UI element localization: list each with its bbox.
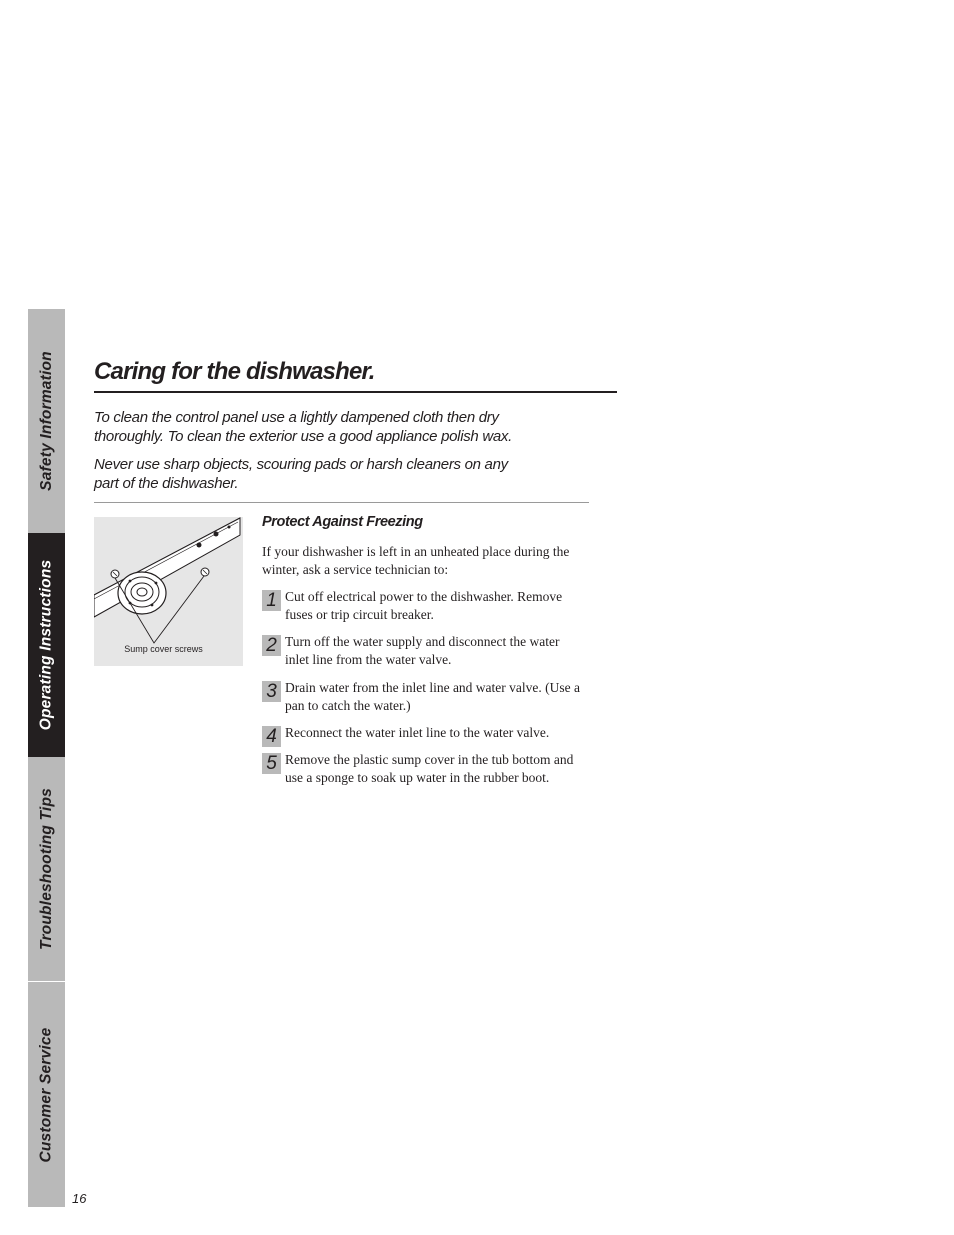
tab-label: Safety Information	[37, 351, 55, 491]
side-tabs	[28, 309, 65, 1207]
step-text: Remove the plastic sump cover in the tub bottom and use a sponge to soak up water in the rubber boot.	[285, 752, 574, 785]
section-heading: Protect Against Freezing	[262, 514, 423, 530]
step-number: 3	[262, 681, 281, 702]
title-rule	[94, 391, 617, 393]
step-text: Reconnect the water inlet line to the water valve.	[285, 725, 550, 740]
tab-label: Troubleshooting Tips	[37, 788, 55, 950]
step-text: Cut off electrical power to the dishwasher. Remove fuses or trip circuit breaker.	[285, 589, 563, 622]
step-text: Turn off the water supply and disconnect the water inlet line from the water valve.	[285, 634, 560, 667]
tab-troubleshooting-tips[interactable]	[28, 757, 65, 981]
section-intro: If your dishwasher is left in an unheated place during the winter, ask a service technician to:	[262, 544, 570, 577]
intro-paragraph: Never use sharp objects, scouring pads or harsh cleaners on any part of the dishwasher.	[94, 456, 508, 492]
step-number: 2	[262, 635, 281, 656]
tab-label: Customer Service	[37, 1026, 55, 1163]
step-number: 5	[262, 753, 281, 774]
tab-operating-instructions[interactable]	[28, 533, 65, 757]
figure-caption: Sump cover screws	[124, 644, 203, 654]
tab-safety-information[interactable]	[28, 309, 65, 533]
page-number: 16	[72, 1191, 87, 1206]
step-number: 4	[262, 726, 281, 747]
sump-cover-figure	[94, 517, 243, 666]
section-divider	[94, 502, 589, 503]
intro-paragraph: To clean the control panel use a lightly dampened cloth then dry thoroughly. To clean the exterior use a good appliance polish wax.	[94, 409, 512, 445]
tab-label: Operating Instructions	[37, 559, 55, 731]
page-title: Caring for the dishwasher.	[94, 358, 375, 385]
tab-customer-service[interactable]	[28, 982, 65, 1207]
tab-divider	[28, 981, 65, 982]
step-text: Drain water from the inlet line and water valve. (Use a pan to catch the water.)	[285, 680, 581, 713]
step-number: 1	[262, 590, 281, 611]
